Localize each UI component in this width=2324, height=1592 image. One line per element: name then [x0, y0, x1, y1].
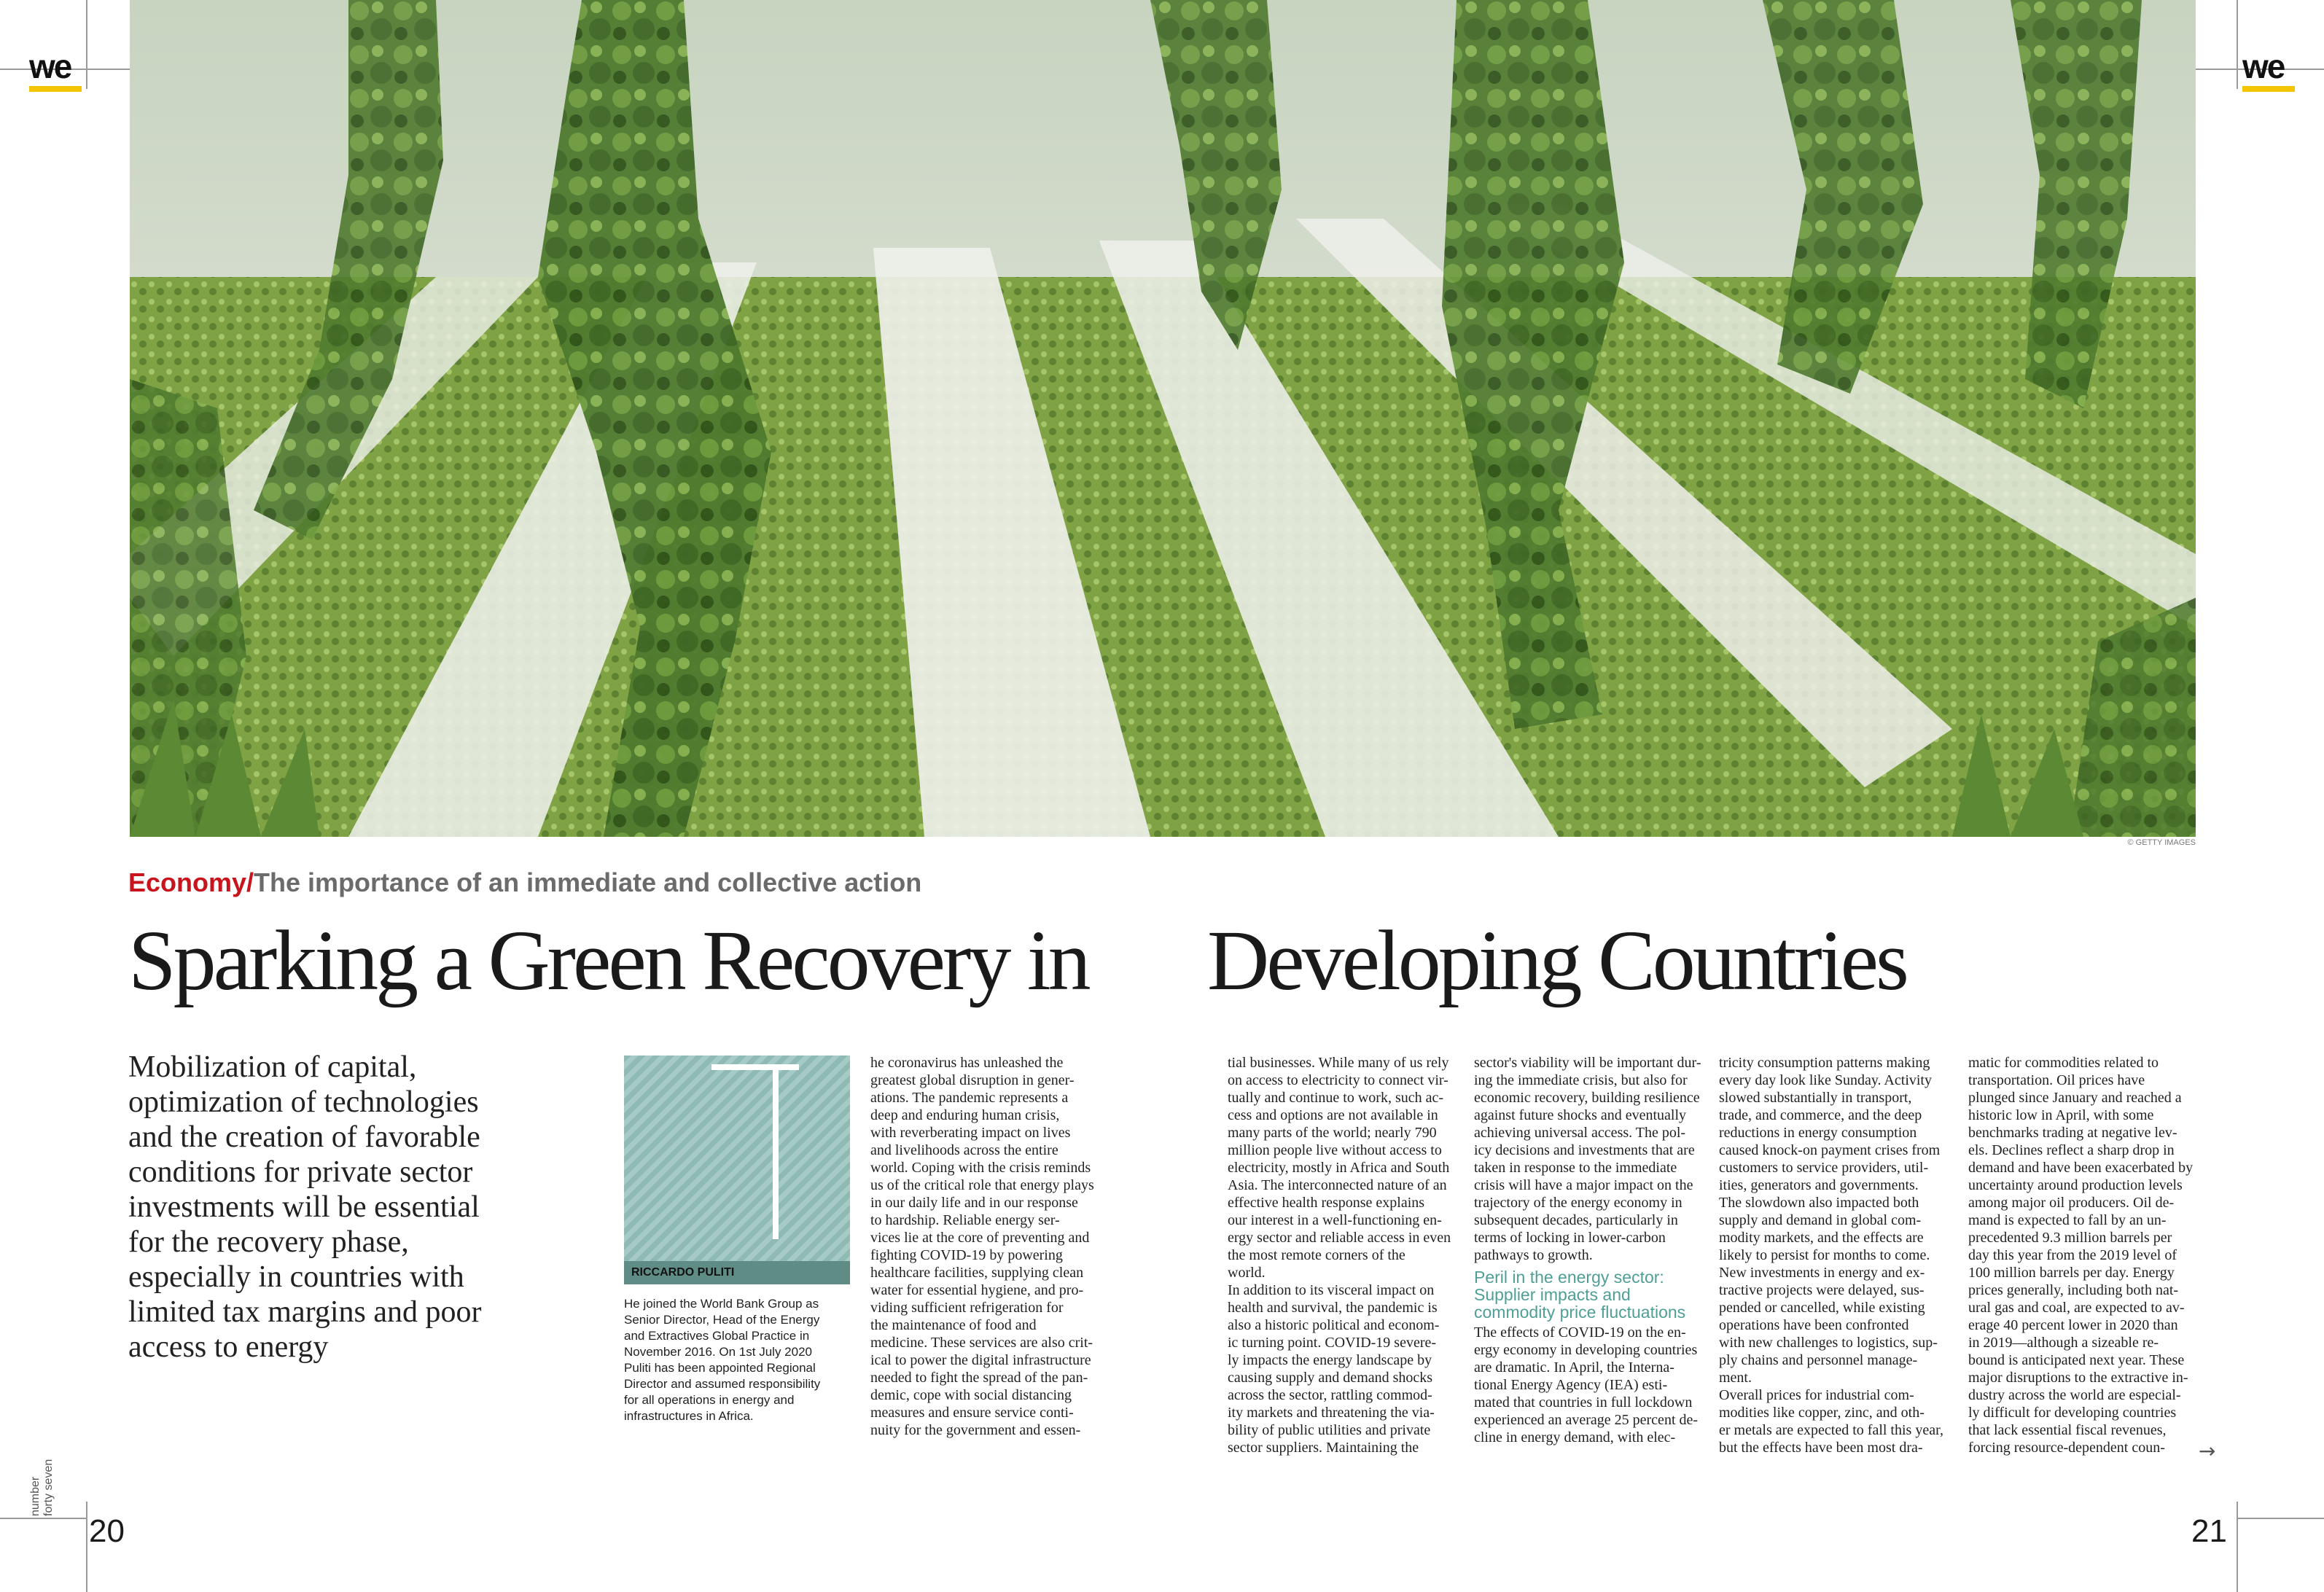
body-text-line: many parts of the world; nearly 790 [1228, 1125, 1437, 1141]
body-column-2 [1228, 1054, 1455, 1456]
body-text-line: needed to fight the spread of the pan- [870, 1370, 1088, 1386]
body-text-line: ity markets and threatening the via- [1228, 1405, 1435, 1421]
body-text-line: bound is anticipated next year. These [1968, 1352, 2185, 1368]
standfirst-line: access to energy [128, 1330, 329, 1364]
body-text-line: taken in response to the immediate [1474, 1160, 1677, 1176]
body-text-line: icy decisions and investments that are [1474, 1142, 1695, 1158]
body-text-line: operations have been confronted [1719, 1317, 1909, 1333]
body-text-line: bility of public utilities and private [1228, 1422, 1431, 1438]
image-credit: © GETTY IMAGES [2127, 838, 2196, 847]
body-text-line: caused knock-on payment crises from [1719, 1142, 1941, 1158]
body-text-line: in 2019—although a sizeable re- [1968, 1335, 2159, 1351]
standfirst-line: Mobilization of capital, [128, 1050, 417, 1084]
body-text-line: tractive projects were delayed, sus- [1719, 1282, 1925, 1298]
magazine-logo-right: we [2242, 47, 2285, 85]
body-text-line: Overall prices for industrial com- [1719, 1387, 1914, 1403]
author-bio-line: for all operations in energy and [624, 1393, 795, 1407]
author-bio-line: infrastructures in Africa. [624, 1409, 754, 1423]
body-text-line: million people live without access to [1228, 1142, 1442, 1158]
body-text-line: benchmarks trading at negative lev- [1968, 1125, 2177, 1141]
body-text-line: but the effects have been most dra- [1719, 1440, 1923, 1456]
body-text-line: ergy economy in developing countries [1474, 1342, 1698, 1358]
magazine-logo-left: we [29, 47, 71, 85]
headline-left: Sparking a Green Recovery in [128, 913, 1088, 1008]
logo-underline-right [2242, 86, 2295, 92]
body-text-line: world. [1228, 1265, 1266, 1281]
column-3-text-before [1474, 1054, 1701, 1264]
subheading-line: Supplier impacts and [1474, 1285, 1631, 1304]
body-text-line: our interest in a well-functioning en- [1228, 1212, 1442, 1228]
body-text-line: medicine. These services are also crit- [870, 1335, 1093, 1351]
body-text-line: 100 million barrels per day. Energy [1968, 1265, 2175, 1281]
body-text-line: customers to service providers, util- [1719, 1160, 1929, 1176]
section-kicker [128, 867, 921, 898]
body-text-line: to hardship. Reliable energy ser- [870, 1212, 1060, 1228]
body-text-line: modities like copper, zinc, and oth- [1719, 1405, 1925, 1421]
author-bio-line: November 2016. On 1st July 2020 [624, 1345, 812, 1359]
author-bio-line: and Extractives Global Practice in [624, 1329, 810, 1343]
body-text-line: against future shocks and eventually [1474, 1107, 1687, 1123]
body-text-line: tial businesses. While many of us rely [1228, 1055, 1449, 1071]
body-text-line: the most remote corners of the [1228, 1247, 1405, 1263]
body-text-line: New investments in energy and ex- [1719, 1265, 1925, 1281]
issue-line: forty seven [42, 1459, 55, 1516]
continue-arrow-icon: → [2199, 1439, 2216, 1463]
body-text-line: he coronavirus has unleashed the [870, 1055, 1064, 1071]
author-bio-line: Puliti has been appointed Regional [624, 1361, 816, 1375]
standfirst-line: conditions for private sector [128, 1155, 473, 1189]
body-text-line: mand is expected to fall by an un- [1968, 1212, 2167, 1228]
body-text-line: supply and demand in global com- [1719, 1212, 1922, 1228]
body-text-line: health and survival, the pandemic is [1228, 1300, 1438, 1316]
body-text-line: In addition to its visceral impact on [1228, 1282, 1435, 1298]
body-text-line: across the sector, rattling commod- [1228, 1387, 1432, 1403]
body-text-line: demic, cope with social distancing [870, 1387, 1072, 1403]
body-text-line: fighting COVID-19 by powering [870, 1247, 1063, 1263]
body-text-line: dustry across the world are especial- [1968, 1387, 2181, 1403]
body-text-line: ical to power the digital infrastructure [870, 1352, 1091, 1368]
standfirst-line: optimization of technologies [128, 1085, 479, 1119]
body-text-line: healthcare facilities, supplying clean [870, 1265, 1084, 1281]
body-text-line: historic low in April, with some [1968, 1107, 2154, 1123]
body-text-line: slowed substantially in transport, [1719, 1090, 1912, 1106]
hero-photo [130, 0, 2196, 837]
subheading-line: Peril in the energy sector: [1474, 1268, 1664, 1287]
body-text-line: forcing resource-dependent coun- [1968, 1440, 2165, 1456]
body-text-line: deep and enduring human crisis, [870, 1107, 1060, 1123]
body-text-line: in our daily life and in our response [870, 1195, 1078, 1211]
issue-number [29, 1459, 55, 1516]
drop-cap-letter-t-stem [773, 1064, 779, 1239]
body-text-line: and livelihoods across the entire [870, 1142, 1058, 1158]
section-label: Economy/ [128, 867, 254, 897]
body-text-line: vices lie at the core of preventing and [870, 1230, 1090, 1246]
issue-line: number [29, 1476, 42, 1516]
body-text-line: terms of locking in lower-carbon [1474, 1230, 1666, 1246]
body-text-line: the maintenance of food and [870, 1317, 1037, 1333]
crop-mark-top-left-v [86, 0, 87, 89]
body-text-line: water for essential hygiene, and pro- [870, 1282, 1084, 1298]
body-text-line: economic recovery, building resilience [1474, 1090, 1700, 1106]
body-text-line: ural gas and coal, are expected to av- [1968, 1300, 2185, 1316]
crop-mark-bottom-left-h [0, 1518, 87, 1519]
body-text-line: that lack essential fiscal revenues, [1968, 1422, 2167, 1438]
body-text-line: The slowdown also impacted both [1719, 1195, 1919, 1211]
body-text-line: major disruptions to the extractive in- [1968, 1370, 2188, 1386]
body-text-line: Asia. The interconnected nature of an [1228, 1177, 1447, 1193]
body-column-4 [1719, 1054, 1946, 1456]
standfirst [128, 1050, 566, 1365]
body-text-line: subsequent decades, particularly in [1474, 1212, 1678, 1228]
crop-mark-bottom-right-v [2237, 1502, 2238, 1592]
body-text-line: mated that countries in full lockdown [1474, 1394, 1693, 1410]
body-text-line: tricity consumption patterns making [1719, 1055, 1930, 1071]
standfirst-line: limited tax margins and poor [128, 1295, 482, 1329]
body-text-line: electricity, mostly in Africa and South [1228, 1160, 1450, 1176]
body-text-line: ic turning point. COVID-19 severe- [1228, 1335, 1437, 1351]
body-text-line: tional Energy Agency (IEA) esti- [1474, 1377, 1668, 1393]
body-text-line: ly impacts the energy landscape by [1228, 1352, 1432, 1368]
body-text-line: trajectory of the energy economy in [1474, 1195, 1682, 1211]
author-bio-line: He joined the World Bank Group as [624, 1297, 819, 1311]
body-text-line: every day look like Sunday. Activity [1719, 1072, 1932, 1088]
body-text-line: tually and continue to work, such ac- [1228, 1090, 1444, 1106]
crop-mark-top-right-v [2237, 0, 2238, 89]
page-number-right: 21 [2191, 1513, 2227, 1549]
body-text-line: experienced an average 25 percent de- [1474, 1412, 1699, 1428]
author-bio-line: Senior Director, Head of the Energy [624, 1313, 820, 1327]
column-3-text-after [1474, 1324, 1701, 1446]
standfirst-line: investments will be essential [128, 1190, 480, 1224]
author-name: RICCARDO PULITI [624, 1261, 850, 1284]
body-text-line: also a historic political and econom- [1228, 1317, 1440, 1333]
body-text-line: els. Declines reflect a sharp drop in [1968, 1142, 2175, 1158]
body-text-line: reductions in energy consumption [1719, 1125, 1917, 1141]
standfirst-line: for the recovery phase, [128, 1225, 409, 1259]
body-text-line: ergy sector and reliable access in even [1228, 1230, 1451, 1246]
body-text-line: cline in energy demand, with elec- [1474, 1429, 1676, 1445]
body-text-line: ment. [1719, 1370, 1752, 1386]
crop-mark-bottom-right-h [2237, 1518, 2324, 1519]
body-text-line: causing supply and demand shocks [1228, 1370, 1433, 1386]
body-text-line: ations. The pandemic represents a [870, 1090, 1069, 1106]
body-text-line: on access to electricity to connect vir- [1228, 1072, 1448, 1088]
standfirst-line: especially in countries with [128, 1260, 464, 1294]
headline-right: Developing Countries [1207, 913, 1906, 1008]
subheading-line: commodity price fluctuations [1474, 1303, 1686, 1322]
page-number-left: 20 [89, 1513, 125, 1549]
body-text-line: matic for commodities related to [1968, 1055, 2159, 1071]
body-text-line: trade, and commerce, and the deep [1719, 1107, 1922, 1123]
body-text-line: effective health response explains [1228, 1195, 1425, 1211]
logo-underline-left [29, 86, 82, 92]
body-text-line: with reverberating impact on lives [870, 1125, 1071, 1141]
body-text-line: erage 40 percent lower in 2020 than [1968, 1317, 2178, 1333]
body-text-line: prices generally, including both nat- [1968, 1282, 2179, 1298]
hero-illustration [130, 0, 2196, 837]
body-text-line: among major oil producers. Oil de- [1968, 1195, 2175, 1211]
body-text-line: measures and ensure service conti- [870, 1405, 1074, 1421]
body-text-line: crisis will have a major impact on the [1474, 1177, 1693, 1193]
body-text-line: ly difficult for developing countries [1968, 1405, 2177, 1421]
kicker-subtitle: The importance of an immediate and collective action [254, 867, 922, 897]
body-text-line: sector suppliers. Maintaining the [1228, 1440, 1419, 1456]
body-text-line: demand and have been exacerbated by [1968, 1160, 2194, 1176]
subheading [1474, 1268, 1701, 1321]
body-text-line: cess and options are not available in [1228, 1107, 1438, 1123]
body-text-line: transportation. Oil prices have [1968, 1072, 2145, 1088]
body-column-1 [870, 1054, 1098, 1439]
body-text-line: day this year from the 2019 level of [1968, 1247, 2177, 1263]
standfirst-line: and the creation of favorable [128, 1120, 480, 1154]
body-text-line: nuity for the government and essen- [870, 1422, 1081, 1438]
body-text-line: pathways to growth. [1474, 1247, 1593, 1263]
drop-cap-letter-t [711, 1064, 799, 1070]
body-text-line: precedented 9.3 million barrels per [1968, 1230, 2172, 1246]
body-text-line: sector's viability will be important dur- [1474, 1055, 1701, 1071]
body-text-line: ities, generators and governments. [1719, 1177, 1919, 1193]
crop-mark-bottom-left-v [86, 1502, 87, 1592]
body-text-line: us of the critical role that energy plays [870, 1177, 1094, 1193]
body-text-line: ply chains and personnel manage- [1719, 1352, 1918, 1368]
body-text-line: plunged since January and reached a [1968, 1090, 2182, 1106]
body-column-5 [1968, 1054, 2196, 1456]
body-text-line: are dramatic. In April, the Interna- [1474, 1359, 1674, 1376]
body-text-line: The effects of COVID-19 on the en- [1474, 1324, 1686, 1341]
body-text-line: uncertainty around production levels [1968, 1177, 2183, 1193]
body-text-line: pended or cancelled, while existing [1719, 1300, 1925, 1316]
body-text-line: world. Coping with the crisis reminds [870, 1160, 1091, 1176]
body-text-line: with new challenges to logistics, sup- [1719, 1335, 1938, 1351]
body-text-line: er metals are expected to fall this year, [1719, 1422, 1943, 1438]
body-text-line: likely to persist for months to come. [1719, 1247, 1930, 1263]
body-text-line: ing the immediate crisis, but also for [1474, 1072, 1688, 1088]
body-text-line: achieving universal access. The pol- [1474, 1125, 1686, 1141]
author-bio-line: Director and assumed responsibility [624, 1377, 821, 1391]
body-column-3 [1474, 1054, 1701, 1446]
drop-cap-box [624, 1056, 850, 1261]
author-bio [624, 1296, 857, 1424]
body-text-line: modity markets, and the effects are [1719, 1230, 1924, 1246]
body-text-line: viding sufficient refrigeration for [870, 1300, 1064, 1316]
body-text-line: greatest global disruption in gener- [870, 1072, 1075, 1088]
